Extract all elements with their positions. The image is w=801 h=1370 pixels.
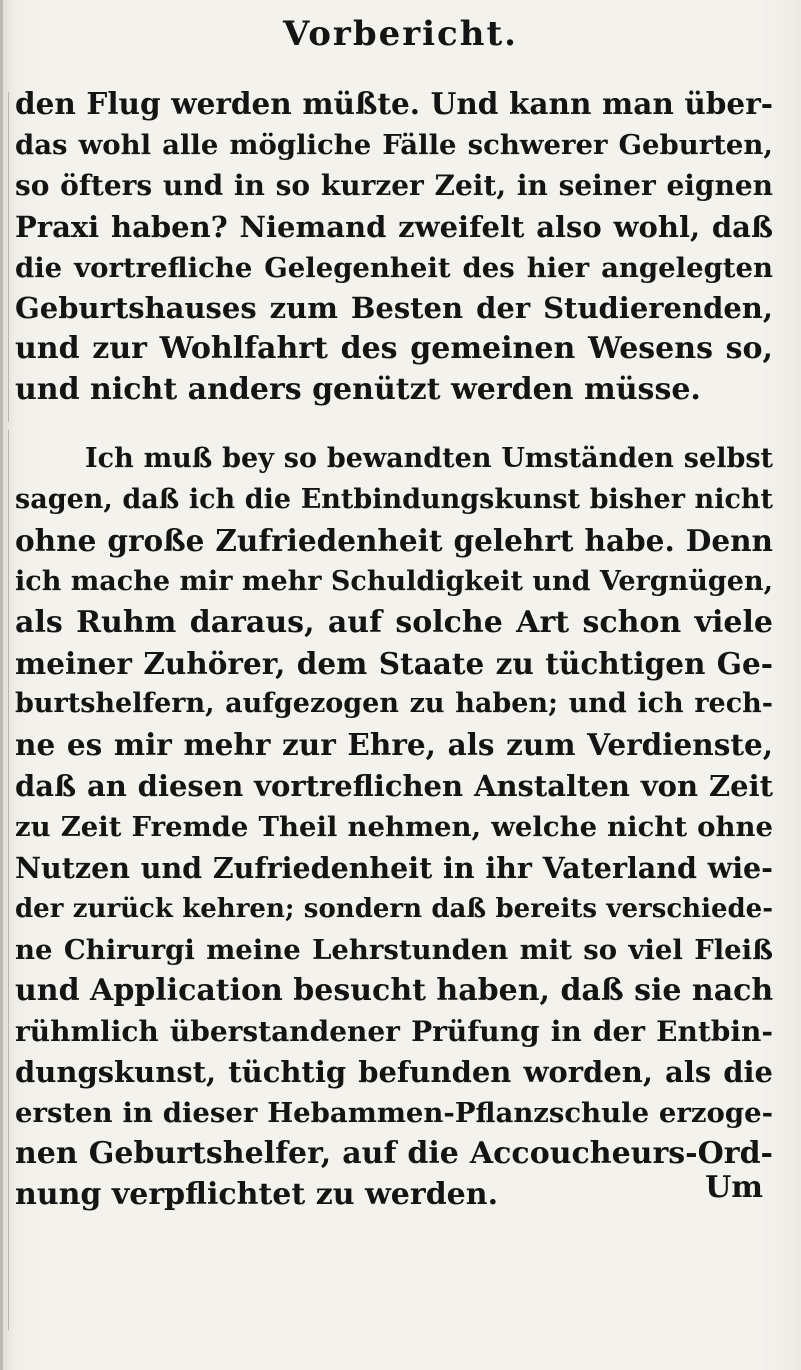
paragraph-1: [15, 84, 773, 411]
margin-rule: [8, 92, 9, 422]
text-line: Nutzen und Zufriedenheit in ihr Vaterland wie-: [15, 851, 773, 886]
text-line: Ich muß bey so bewandten Umständen selbst: [85, 443, 773, 475]
page-gutter-shadow: [0, 0, 3, 1370]
text-line: den Flug werden müßte. Und kann man über-: [15, 86, 773, 121]
text-line: dungskunst, tüchtig befunden worden, als die: [15, 1055, 773, 1090]
text-line: und nicht anders genützt werden müsse.: [15, 372, 701, 408]
text-line: ne Chirurgi meine Lehrstunden mit so viel Fleiß: [15, 933, 773, 966]
text-line: so öfters und in so kurzer Zeit, in seiner eignen: [15, 168, 773, 202]
text-line: und Application besucht haben, daß sie nach: [15, 972, 774, 1008]
text-line: zu Zeit Fremde Theil nehmen, welche nicht ohne: [15, 811, 773, 844]
text-line: burtshelfern, aufgezogen zu haben; und ich rech-: [15, 688, 773, 720]
paragraph-2: [15, 439, 773, 1216]
catchword: Um: [705, 1170, 763, 1205]
text-line: sagen, daß ich die Entbindungskunst bisher nicht: [15, 484, 773, 516]
text-line: die vortrefliche Gelegenheit des hier angelegten: [15, 251, 773, 284]
text-line: Praxi haben? Niemand zweifelt also wohl, daß: [15, 209, 773, 244]
margin-rule: [8, 430, 9, 1330]
running-head: Vorbericht.: [282, 14, 519, 54]
text-line: ne es mir mehr zur Ehre, als zum Verdienste,: [15, 727, 773, 763]
text-line: als Ruhm daraus, auf solche Art schon viele: [15, 604, 773, 640]
text-line: Geburtshauses zum Besten der Studierenden,: [15, 291, 773, 326]
text-line: nung verpflichtet zu werden.: [15, 1177, 499, 1213]
text-line: ich mache mir mehr Schuldigkeit und Vergnügen,: [15, 565, 774, 597]
text-line: das wohl alle mögliche Fälle schwerer Geburten,: [15, 128, 773, 161]
text-line: der zurück kehren; sondern daß bereits verschiede-: [15, 893, 773, 924]
paragraph-gap: [15, 411, 773, 439]
body-text: [15, 84, 773, 1216]
text-line: meiner Zuhörer, dem Staate zu tüchtigen Ge-: [15, 645, 773, 681]
text-line: rühmlich überstandener Prüfung in der Entbin-: [15, 1014, 773, 1048]
text-line: ohne große Zufriedenheit gelehrt habe. Denn: [15, 522, 773, 558]
text-line: daß an diesen vortreflichen Anstalten von Zeit: [15, 769, 773, 804]
text-line: nen Geburtshelfer, auf die Accoucheurs-Ord-: [15, 1136, 773, 1172]
text-line: und zur Wohlfahrt des gemeinen Wesens so,: [15, 331, 773, 367]
text-line: ersten in dieser Hebammen-Pflanzschule erzoge-: [15, 1097, 773, 1130]
